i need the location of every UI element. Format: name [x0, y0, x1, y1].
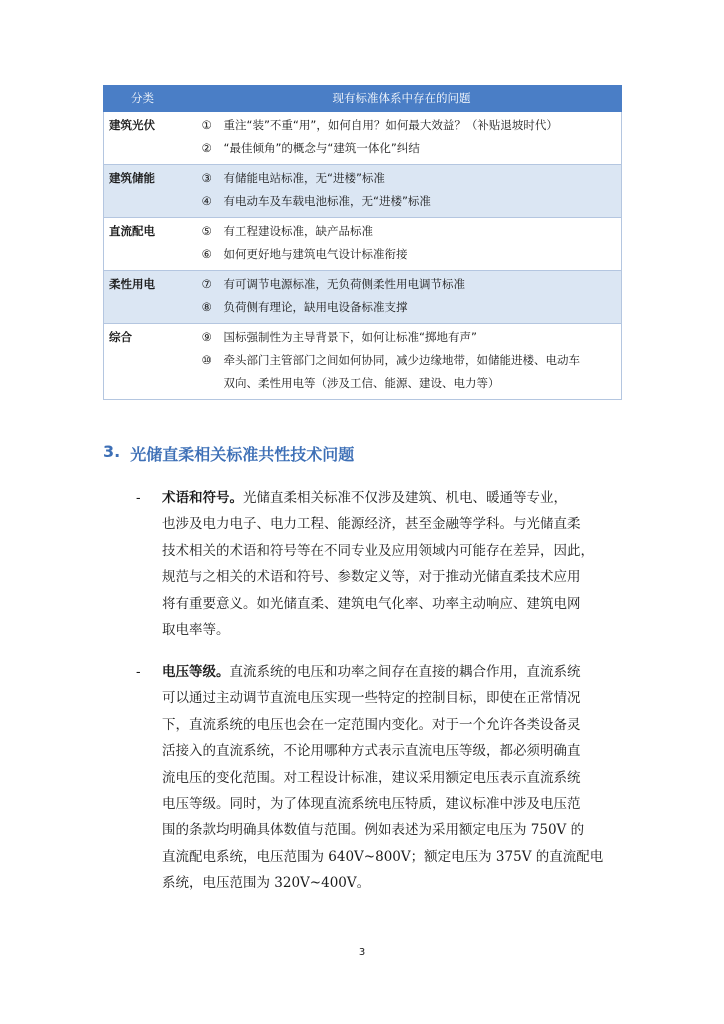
issue-number: ⑨ [201, 330, 212, 344]
issue-text: 有工程建设标准，缺产品标准 [223, 224, 373, 238]
paragraph-line: 技术相关的术语和符号等在不同专业及应用领域内可能存在差异，因此， [162, 542, 594, 559]
issue-number: ① [201, 118, 212, 132]
issue-number: ④ [201, 194, 212, 208]
paragraph-line: 取电率等。 [162, 622, 230, 639]
paragraph-line: 规范与之相关的术语和符号、参数定义等，对于推动光储直柔技术应用 [162, 569, 581, 586]
issue-number [202, 372, 224, 395]
issue-number: ⑥ [201, 247, 212, 261]
paragraph-text: 光储直柔相关标准不仅涉及建筑、机电、暖通等专业， [243, 490, 567, 506]
issue-text: “最佳倾角”的概念与“建筑一体化”纠结 [223, 141, 420, 155]
bullet-dash: - [136, 664, 141, 680]
issue-item [202, 114, 622, 137]
table-row [104, 218, 622, 271]
category-cell: 建筑光伏 [104, 112, 182, 165]
issue-item [202, 243, 622, 266]
issue-item [202, 190, 622, 213]
table-row [104, 271, 622, 324]
paragraph-line: 流电压的变化范围。对工程设计标准，建议采用额定电压表示直流系统 [162, 769, 581, 786]
issue-item [202, 326, 622, 349]
bullet-lead: 术语和符号。 [162, 490, 243, 506]
bullet-terminology [136, 485, 622, 643]
category-cell: 建筑储能 [104, 165, 182, 218]
issue-number: ⑤ [201, 224, 212, 238]
section-title: 光储直柔相关标准共性技术问题 [130, 445, 355, 464]
paragraph-text: 直流系统的电压和功率之间存在直接的耦合作用，直流系统 [229, 664, 581, 680]
issue-text: 有电动车及车载电池标准，无“进楼”标准 [223, 194, 431, 208]
issue-text: 有可调节电源标准，无负荷侧柔性用电调节标准 [223, 277, 465, 291]
paragraph-line: 电压等级。同时，为了体现直流系统电压特质，建议标准中涉及电压范 [162, 796, 581, 813]
paragraph-line: 将有重要意义。如光储直柔、建筑电气化率、功率主动响应、建筑电网 [162, 595, 581, 612]
issue-number: ⑧ [201, 300, 212, 314]
issue-item [202, 220, 622, 243]
bullet-lead: 电压等级。 [162, 664, 230, 680]
bullet-voltage-level [136, 659, 622, 897]
table-row [104, 112, 622, 165]
issues-cell [182, 165, 622, 218]
issue-item [202, 372, 622, 395]
paragraph-line: 直流配电系统，电压范围为 640V~800V；额定电压为 375V 的直流配电 [162, 848, 604, 865]
category-cell: 柔性用电 [104, 271, 182, 324]
issue-item [202, 273, 622, 296]
section-heading [103, 442, 354, 465]
issue-number: ⑩ [201, 353, 212, 367]
issue-text: 有储能电站标准，无“进楼”标准 [223, 171, 385, 185]
table-header-issues: 现有标准体系中存在的问题 [182, 86, 622, 112]
paragraph-line: 活接入的直流系统，不论用哪种方式表示直流电压等级，都必须明确直 [162, 743, 581, 760]
issues-cell [182, 218, 622, 271]
page-number: 3 [358, 947, 366, 958]
issue-number: ⑦ [201, 277, 212, 291]
category-cell: 直流配电 [104, 218, 182, 271]
category-cell: 综合 [104, 324, 182, 400]
issues-cell [182, 271, 622, 324]
issue-item [202, 296, 622, 319]
issue-text: 国标强制性为主导背景下，如何让标准“掷地有声” [223, 330, 477, 344]
issue-text: 负荷侧有理论，缺用电设备标准支撑 [223, 300, 408, 314]
paragraph-line [162, 659, 622, 685]
section-number: 3. [103, 442, 121, 461]
table-header-category: 分类 [104, 86, 182, 112]
table-row [104, 165, 622, 218]
paragraph-line: 系统，电压范围为 320V~400V。 [162, 875, 371, 892]
issue-number: ② [201, 141, 212, 155]
paragraph-line: 下，直流系统的电压也会在一定范围内变化。对于一个允许各类设备灵 [162, 716, 581, 733]
table-header-row [104, 86, 622, 112]
issue-text: 双向、柔性用电等（涉及工信、能源、建设、电力等） [223, 376, 500, 390]
issue-number: ③ [201, 171, 212, 185]
issue-item [202, 137, 622, 160]
table-row [104, 324, 622, 400]
issue-item [202, 349, 622, 372]
issue-item [202, 167, 622, 190]
paragraph-line: 围的条款均明确具体数值与范围。例如表述为采用额定电压为 750V 的 [162, 822, 585, 839]
issues-cell [182, 324, 622, 400]
standards-issues-table [103, 85, 622, 400]
paragraph-line [162, 485, 622, 511]
issue-text: 重注“装”不重“用”，如何自用？如何最大效益？（补贴退坡时代） [223, 118, 558, 132]
issues-cell [182, 112, 622, 165]
paragraph-line: 可以通过主动调节直流电压实现一些特定的控制目标，即使在正常情况 [162, 690, 581, 707]
bullet-dash: - [136, 490, 141, 506]
issue-text: 牵头部门主管部门之间如何协同，减少边缘地带，如储能进楼、电动车 [223, 353, 580, 367]
issue-text: 如何更好地与建筑电气设计标准衔接 [223, 247, 408, 261]
paragraph-line: 也涉及电力电子、电力工程、能源经济，甚至金融等学科。与光储直柔 [162, 516, 581, 533]
